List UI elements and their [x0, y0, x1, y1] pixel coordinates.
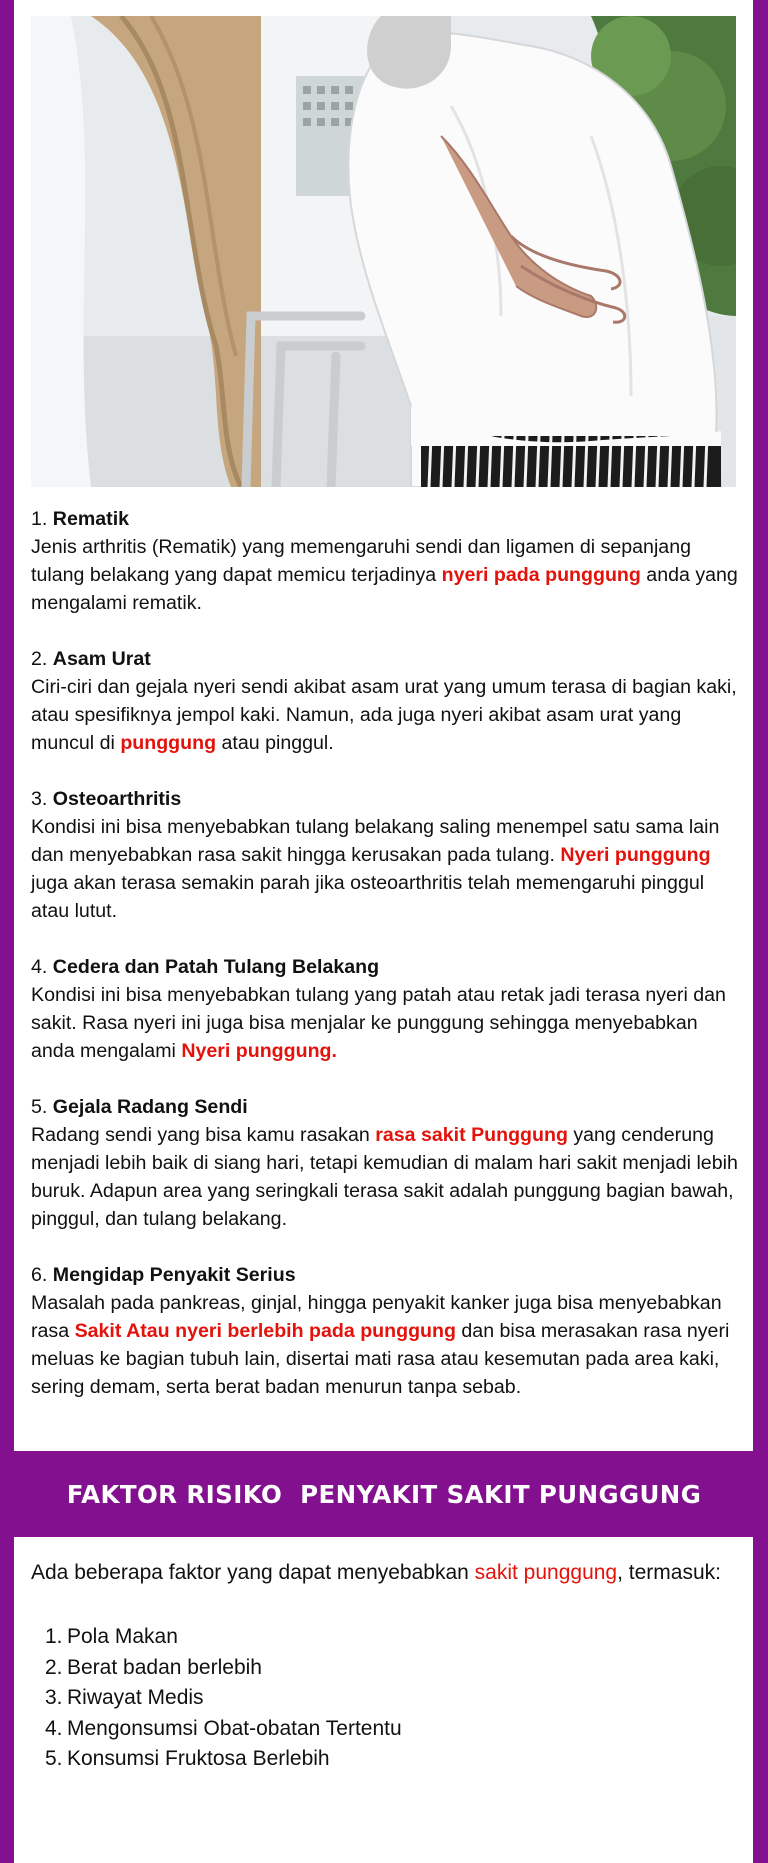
factor-number: 2. — [45, 1655, 63, 1679]
item-heading — [31, 785, 743, 813]
factor-number: 3. — [45, 1686, 63, 1709]
item-number: 1. — [31, 508, 48, 530]
item-text: anda yang mengalami rematik. — [31, 564, 738, 614]
item-text: dan bisa merasakan rasa nyeri meluas ke bagian tubuh lain, disertai mati rasa atau kesemutan pada area kaki, sering demam, serta berat badan menurun tanpa sebab. — [31, 1320, 730, 1398]
item-title: Rematik — [52, 508, 130, 530]
item-heading — [31, 953, 743, 981]
item-description — [31, 981, 743, 1065]
item-description — [31, 1289, 743, 1401]
intro-text: Ada beberapa faktor yang dapat menyebabkan — [31, 1561, 475, 1584]
item-text: Kondisi ini bisa menyebabkan tulang belakang saling menempel satu sama lain dan menyebabkan rasa sakit hingga kerusakan pada tulang. — [31, 816, 720, 866]
item-text: atau pinggul. — [216, 732, 334, 754]
item-title: Gejala Radang Sendi — [52, 1096, 248, 1118]
highlight-link[interactable]: Nyeri punggung. — [181, 1040, 337, 1062]
factor-label: Mengonsumsi Obat-obatan Tertentu — [67, 1716, 402, 1740]
item-number: 5. — [31, 1096, 48, 1118]
item-description — [31, 673, 743, 757]
item-number: 6. — [31, 1264, 48, 1286]
list-item — [31, 505, 743, 617]
factor-number: 4. — [45, 1716, 63, 1740]
item-title: Osteoarthritis — [52, 788, 182, 810]
highlight-link[interactable]: nyeri pada punggung — [441, 564, 641, 586]
risk-intro — [31, 1559, 743, 1587]
factor-label: Berat badan berlebih — [67, 1655, 262, 1679]
item-text: yang cenderung menjadi lebih baik di siang hari, tetapi kemudian di malam hari sakit menjadi lebih buruk. Adapun area yang seringkali terasa sakit adalah punggung bagian bawah, pinggul, dan tulang belakang. — [31, 1124, 738, 1230]
item-text: juga akan terasa semakin parah jika osteoarthritis telah memengaruhi pinggul atau lutut. — [31, 872, 705, 922]
factor-number: 5. — [45, 1747, 63, 1770]
section-title: FAKTOR RISIKO PENYAKIT SAKIT PUNGGUNG — [66, 1479, 702, 1509]
item-description — [31, 1121, 743, 1233]
highlight-link[interactable]: punggung — [120, 732, 217, 754]
highlight-link[interactable]: rasa sakit Punggung — [375, 1124, 568, 1146]
article-card — [14, 0, 753, 1451]
item-text: Jenis arthritis (Rematik) yang memengaruhi sendi dan ligamen di sepanjang tulang belakang yang dapat memicu terjadinya — [31, 536, 691, 586]
item-title: Mengidap Penyakit Serius — [52, 1264, 296, 1286]
item-description — [31, 533, 743, 617]
causes-list — [31, 505, 743, 1429]
sakit-punggung-link[interactable]: sakit punggung — [474, 1561, 618, 1584]
list-item — [31, 785, 743, 925]
item-text: Ciri-ciri dan gejala nyeri sendi akibat asam urat yang umum terasa di bagian kaki, atau spesifiknya jempol kaki. Namun, ada juga nyeri akibat asam urat yang muncul di — [31, 676, 737, 754]
risk-factor-list — [45, 1622, 402, 1775]
item-title: Asam Urat — [52, 648, 151, 670]
list-item — [45, 1683, 402, 1714]
factor-number: 1. — [45, 1625, 63, 1648]
highlight-link[interactable]: Nyeri punggung — [560, 844, 711, 866]
item-text: Radang sendi yang bisa kamu rasakan — [31, 1124, 376, 1146]
list-item — [31, 953, 743, 1065]
item-heading — [31, 645, 743, 673]
item-heading — [31, 1093, 743, 1121]
item-heading — [31, 505, 743, 533]
item-heading — [31, 1261, 743, 1289]
item-text: Masalah pada pankreas, ginjal, hingga penyakit kanker juga bisa menyebabkan rasa — [31, 1292, 722, 1342]
list-item — [31, 1261, 743, 1401]
list-item — [45, 1744, 402, 1775]
factor-label: Riwayat Medis — [67, 1686, 204, 1709]
item-number: 4. — [31, 956, 48, 978]
highlight-link[interactable]: Sakit Atau nyeri berlebih pada punggung — [74, 1320, 456, 1342]
article-photo — [31, 16, 736, 487]
item-description — [31, 813, 743, 925]
list-item — [45, 1653, 402, 1684]
intro-text: , termasuk: — [617, 1561, 721, 1584]
back-pain-illustration — [31, 16, 736, 487]
list-item — [45, 1622, 402, 1653]
factor-label: Pola Makan — [67, 1625, 178, 1648]
factor-label: Konsumsi Fruktosa Berlebih — [67, 1747, 330, 1770]
list-item — [31, 1093, 743, 1233]
item-number: 3. — [31, 788, 48, 810]
list-item — [45, 1714, 402, 1745]
item-number: 2. — [31, 648, 48, 670]
item-text: Kondisi ini bisa menyebabkan tulang yang patah atau retak jadi terasa nyeri dan sakit. Rasa nyeri ini juga bisa menjalar ke punggung sehingga menyebabkan anda mengalami — [31, 984, 726, 1062]
list-item — [31, 645, 743, 757]
item-title: Cedera dan Patah Tulang Belakang — [52, 956, 380, 978]
